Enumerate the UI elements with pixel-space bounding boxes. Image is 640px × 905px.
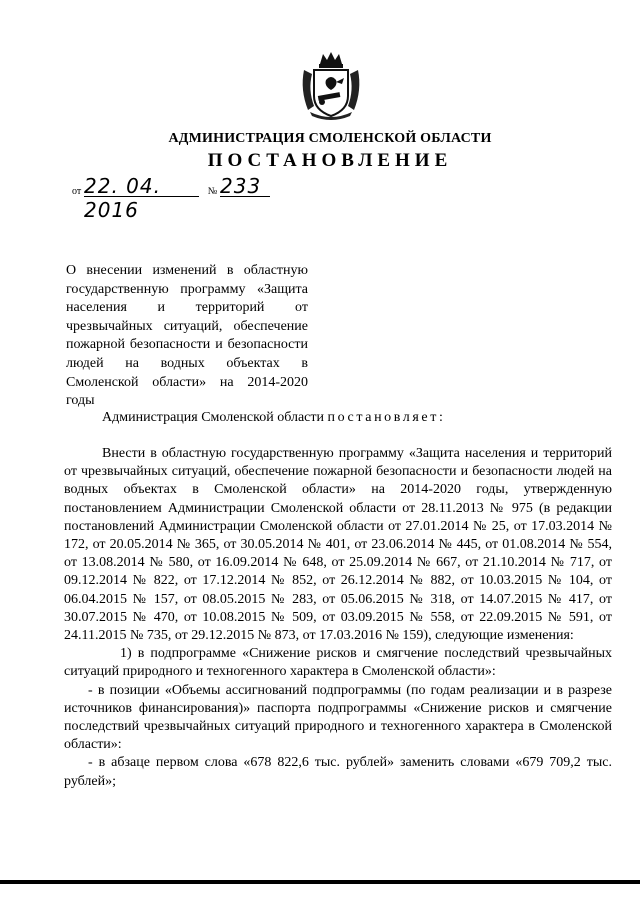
number-label: № — [207, 186, 218, 197]
body-paragraph: - в абзаце первом слова «678 822,6 тыс. рублей» заменить словами «679 709,2 тыс. рублей»; — [64, 755, 612, 789]
number-field — [220, 174, 270, 197]
body-paragraph: 1) в подпрограмме «Снижение рисков и смягчение последствий чрезвычайных ситуаций природного и техногенного характера в Смоленской области»: — [64, 646, 612, 680]
body-paragraph: Внести в областную государственную программу «Защита населения и территорий от чрезвычайных ситуаций, обеспечение пожарной безопасности и безопасности людей на водных объектах в Смоленской области» на 2014-2020 годы, утвержденную постановлением Администрации Смоленской области от 28.11.2013 № 975 (в редакции постановлений Администрации Смоленской области от 27.01.2014 № 25, от 17.03.2014 № 172, от 20.05.2014 № 365, от 30.05.2014 № 401, от 23.06.2014 № 445, от 01.08.2014 № 554, от 13.08.2014 № 580, от 16.09.2014 № 648, от 25.09.2014 № 667, от 21.10.2014 № 717, от 09.12.2014 № 822, от 17.12.2014 № 852, от 26.12.2014 № 882, от 10.03.2015 № 104, от 06.04.2015 № 157, от 08.05.2015 № 283, от 05.06.2015 № 318, от 14.07.2015 № 417, от 30.07.2015 № 470, от 10.08.2015 № 509, от 03.09.2015 № 558, от 22.09.2015 № 591, от 24.11.2015 № 735, от 29.12.2015 № 873, от 17.03.2016 № 159), следующие изменения: — [64, 446, 612, 644]
date-field — [84, 174, 199, 222]
decree-line — [102, 410, 445, 426]
document-type-title: ПОСТАНОВЛЕНИЕ — [207, 150, 453, 171]
date-number-line — [72, 174, 270, 222]
decree-verb: постановляет: — [327, 410, 446, 425]
handwritten-date: 22. 04. 2016 — [84, 174, 161, 222]
organization-title: АДМИНИСТРАЦИЯ СМОЛЕНСКОЙ ОБЛАСТИ — [168, 131, 492, 146]
date-label: от — [72, 186, 82, 197]
handwritten-number: 233 — [220, 174, 262, 198]
bottom-rule — [0, 880, 640, 884]
subject-text: О внесении изменений в областную государственную программу «Защита населения и территорий от чрезвычайных ситуаций, обеспечение пожарной безопасности и безопасности людей на водных объектах в Смоленской области» на 2014-2020 годы — [66, 263, 308, 409]
document-subject — [66, 262, 308, 411]
coat-of-arms-icon — [298, 50, 364, 120]
decree-prefix: Администрация Смоленской области — [102, 410, 325, 425]
body-paragraph: - в позиции «Объемы ассигнований подпрограммы (по годам реализации и в разрезе источников финансирования)» паспорта подпрограммы «Снижение рисков и смягчение последствий чрезвычайных ситуаций природного и техногенного характера в Смоленской области»: — [64, 682, 612, 753]
document-body — [64, 445, 612, 791]
